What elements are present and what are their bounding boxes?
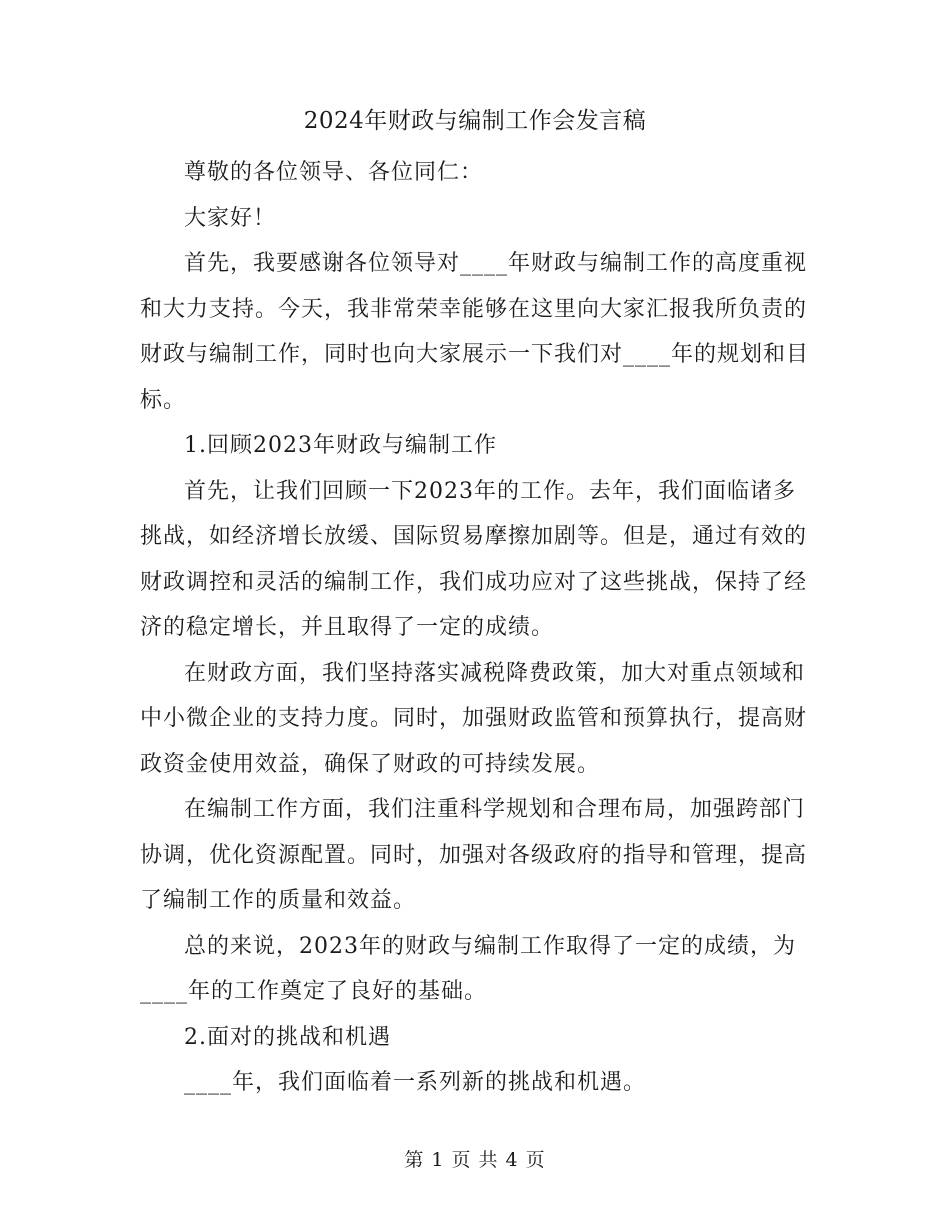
document-body xyxy=(140,150,810,1106)
document-title: 2024年财政与编制工作会发言稿 xyxy=(303,108,647,134)
section-heading: 1.回顾2023年财政与编制工作 xyxy=(184,433,497,458)
section-heading: 2.面对的挑战和机遇 xyxy=(184,1024,391,1050)
page-number: 第 1 页 共 4 页 xyxy=(404,1149,546,1171)
paragraph: 首先，让我们回顾一下2023年的工作。去年，我们面临诸多挑战，如经济增长放缓、国际贸易摩擦加剧等。但是，通过有效的财政调控和灵活的编制工作，我们成功应对了这些挑战，保持了经济的稳定增长，并且取得了一定的成绩。 xyxy=(140,478,808,640)
paragraph: 总的来说，2023年的财政与编制工作取得了一定的成绩，为____年的工作奠定了良好的基础。 xyxy=(140,933,796,1004)
paragraph: 在编制工作方面，我们注重科学规划和合理布局，加强跨部门协调，优化资源配置。同时，加强对各级政府的指导和管理，提高了编制工作的质量和效益。 xyxy=(140,797,808,913)
paragraph: ____年，我们面临着一系列新的挑战和机遇。 xyxy=(184,1070,647,1095)
salutation: 尊敬的各位领导、各位同仁： xyxy=(184,160,484,185)
paragraph: 在财政方面，我们坚持落实减税降费政策，加大对重点领域和中小微企业的支持力度。同时，加强财政监管和预算执行，提高财政资金使用效益，确保了财政的可持续发展。 xyxy=(140,660,808,777)
paragraph: 首先，我要感谢各位领导对____年财政与编制工作的高度重视和大力支持。今天，我非常荣幸能够在这里向大家汇报我所负责的财政与编制工作，同时也向大家展示一下我们对____年的规划和目标。 xyxy=(140,251,810,413)
greeting: 大家好！ xyxy=(184,205,277,231)
